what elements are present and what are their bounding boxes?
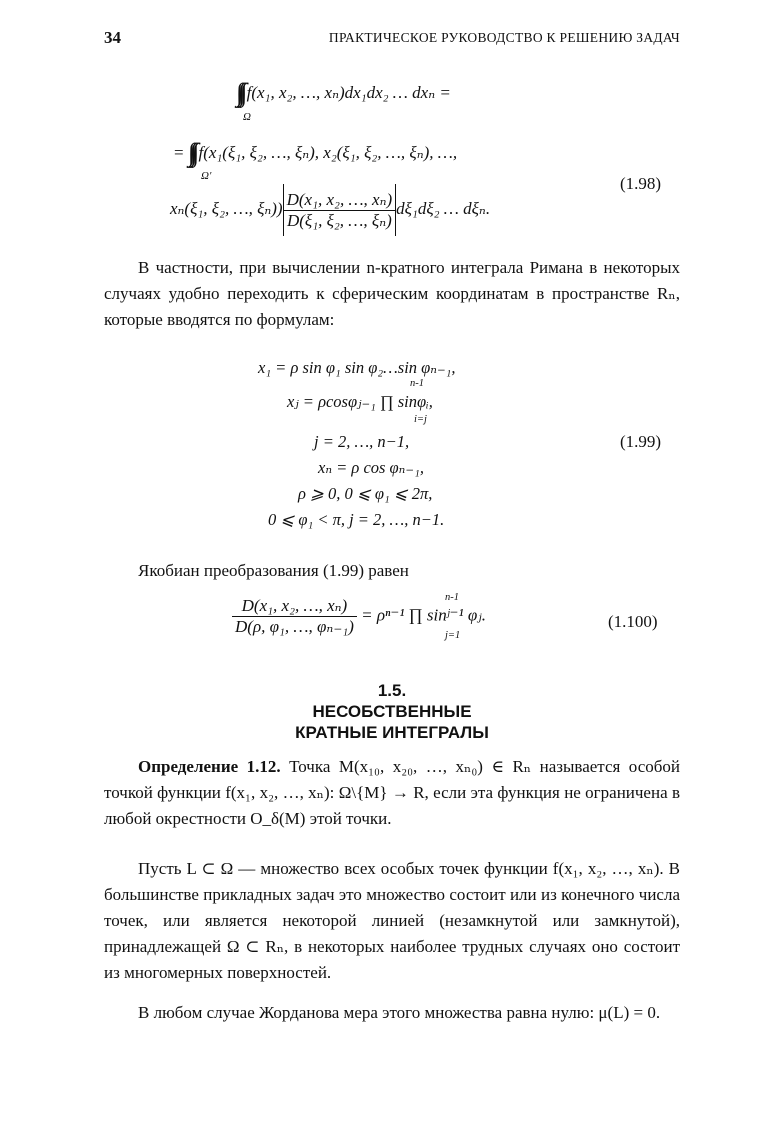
paragraph-spherical-coords: В частности, при вычислении n-кратного интеграла Римана в некоторых случаях удобно переходить к сферическим координатам в пространстве Rₙ, которые вводятся по формулам:: [104, 258, 680, 329]
eq199-line-xn: xₙ = ρ cos φₙ₋₁,: [318, 458, 424, 477]
section-number: 1.5.: [377, 681, 407, 700]
eq1100-body: $\frac{\text{D(x₁, x₂, …, xₙ)}}{\text{D(ρ, φ₁, …, φₙ₋₁)}}$ = ρⁿ⁻¹ ∏ sinʲ⁻¹ φⱼ.: [232, 596, 486, 637]
eq199-line-x1: x₁ = ρ sin φ₁ sin φ₂…sin φₙ₋₁,: [258, 358, 456, 377]
eq1100-product-upper: n-1: [445, 592, 459, 603]
definition-text: Точка M(x₁₀, x₂₀, …, xₙ₀) ∈ Rₙ называется особой точкой функции f(x₁, x₂, …, xₙ): Ω\{M} → R, если эта функция не ограничена в любой окрестности O_δ(M) этой точки.: [104, 757, 680, 828]
section-heading: [104, 680, 680, 743]
paragraph-singular-set: Пусть L ⊂ Ω — множество всех особых точек функции f(x₁, x₂, …, xₙ). В большинстве прикладных задач это множество состоит или из конечного числа точек, или является некоторой линией (незамкнутой или замкнутой), принадлежащей Ω ⊂ Rₙ, в некоторых наиболее трудных случаях оно состоит из многомерных поверхностей.: [104, 859, 680, 982]
eq198-line2: = ∫∫∫ f(x₁(ξ₁, ξ₂, …, ξₙ), x₂(ξ₁, ξ₂, …, ξₙ), …,: [174, 138, 458, 167]
equation-number-1-98: (1.98): [620, 174, 662, 193]
eq198-domain-omega: Ω: [243, 111, 251, 123]
running-title: ПРАКТИЧЕСКОЕ РУКОВОДСТВО К РЕШЕНИЮ ЗАДАЧ: [328, 30, 680, 45]
section-title-line1: НЕСОБСТВЕННЫЕ: [312, 702, 472, 721]
eq198-domain-omega-prime: Ω′: [201, 170, 212, 182]
triple-integral-sign: ∫∫∫: [236, 78, 243, 107]
eq1100-product-lower: j=1: [445, 630, 461, 641]
definition-1-12: [104, 754, 680, 832]
section-title-line2: КРАТНЫЕ ИНТЕГРАЛЫ: [295, 723, 489, 742]
eq199-line-j-range: j = 2, …, n−1,: [314, 432, 410, 451]
paragraph-jordan-measure: В любом случае Жорданова мера этого множества равна нулю: μ(L) = 0.: [138, 1003, 661, 1022]
paragraph-jacobian: Якобиан преобразования (1.99) равен: [138, 561, 409, 580]
eq199-line-xj: xⱼ = ρcosφⱼ₋₁ ∏ sinφᵢ,: [287, 392, 433, 411]
jacobian-fraction: $\frac{\text{D(x₁, x₂, …, xₙ)}}{\text{D(ξ₁, ξ₂, …, ξₙ)}}$: [284, 190, 396, 231]
eq199-product-lower: i=j: [414, 414, 427, 425]
triple-integral-sign: ∫∫∫: [187, 138, 195, 167]
eq199-line-rho: ρ ⩾ 0, 0 ⩽ φ₁ ⩽ 2π,: [298, 484, 433, 503]
page-header: [104, 28, 680, 50]
eq198-line3: xₙ(ξ₁, ξ₂, …, ξₙ)) $\frac{\text{D(x₁, x₂, …, xₙ)}}{\text{D(ξ₁, ξ₂, …, ξₙ)}}$ dξ₁dξ₂ … dξₙ.: [170, 184, 490, 236]
eq199-product-upper: n-1: [410, 378, 424, 389]
eq199-line-phi: 0 ⩽ φ₁ < π, j = 2, …, n−1.: [268, 510, 445, 529]
jacobian-fraction-spherical: $\frac{\text{D(x₁, x₂, …, xₙ)}}{\text{D(ρ, φ₁, …, φₙ₋₁)}}$: [232, 596, 357, 637]
eq198-line1: ∫∫∫ f(x₁, x₂, …, xₙ)dx₁dx₂ … dxₙ =: [236, 78, 451, 107]
equation-number-1-100: (1.100): [608, 612, 658, 631]
page-number: 34: [104, 28, 121, 47]
definition-label: Определение 1.12.: [138, 757, 281, 776]
equation-number-1-99: (1.99): [620, 432, 662, 451]
